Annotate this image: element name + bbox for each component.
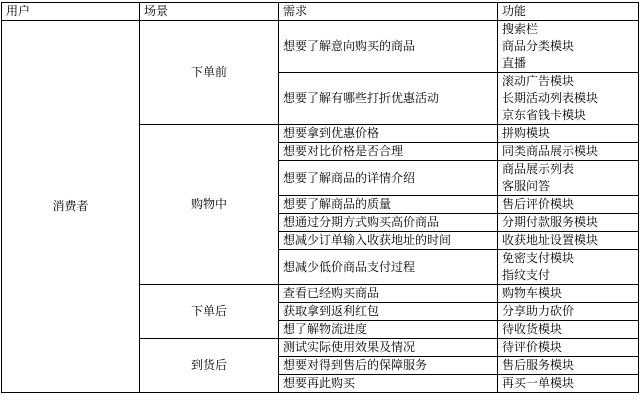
feature-cell (498, 339, 639, 357)
feature-cell (498, 143, 639, 161)
need-cell: 想要对比价格是否合理 (279, 143, 498, 161)
feature-cell (498, 285, 639, 303)
feature-cell (498, 214, 639, 232)
feature-item: 收获地址设置模块 (502, 233, 599, 247)
feature-item: 待收货模块 (502, 322, 563, 336)
feature-item: 搜索栏 (502, 22, 539, 36)
feature-cell (498, 357, 639, 375)
need-cell: 想了解物流进度 (279, 321, 498, 339)
table-body (2, 3, 639, 393)
need-cell: 想减少低价商品支付过程 (279, 250, 498, 285)
need-cell: 想要了解意向购买的商品 (279, 21, 498, 73)
header-scene: 场景 (140, 3, 279, 21)
need-cell: 查看已经购买商品 (279, 285, 498, 303)
need-cell: 想要对得到售后的保障服务 (279, 357, 498, 375)
user-cell: 消费者 (2, 21, 140, 393)
header-user: 用户 (2, 3, 140, 21)
feature-item: 购物车模块 (502, 286, 563, 300)
header-feature: 功能 (498, 3, 639, 21)
header-need: 需求 (279, 3, 498, 21)
need-cell: 想通过分期方式购买高价商品 (279, 214, 498, 232)
feature-item: 售后服务模块 (502, 358, 575, 372)
need-cell: 想要了解商品的质量 (279, 196, 498, 214)
feature-item: 免密支付模块 (502, 251, 575, 265)
need-cell: 想要了解有哪些打折优惠活动 (279, 73, 498, 125)
feature-cell (498, 321, 639, 339)
need-cell: 想要拿到优惠价格 (279, 125, 498, 143)
need-cell: 想减少订单输入收获地址的时间 (279, 232, 498, 250)
feature-item: 待评价模块 (502, 340, 563, 354)
feature-cell (498, 196, 639, 214)
feature-cell (498, 21, 639, 73)
feature-item: 直播 (502, 56, 527, 70)
feature-item: 分期付款服务模块 (502, 215, 599, 229)
scene-cell: 到货后 (140, 339, 279, 393)
feature-cell (498, 250, 639, 285)
feature-cell (498, 232, 639, 250)
feature-item: 长期活动列表模块 (502, 91, 599, 105)
scene-cell: 下单前 (140, 21, 279, 125)
feature-cell (498, 375, 639, 393)
feature-item: 客服问答 (502, 179, 551, 193)
feature-item: 售后评价模块 (502, 197, 575, 211)
feature-cell (498, 73, 639, 125)
feature-cell (498, 161, 639, 196)
scene-cell: 下单后 (140, 285, 279, 339)
feature-cell (498, 303, 639, 321)
need-cell: 想要再此购买 (279, 375, 498, 393)
feature-item: 滚动广告模块 (502, 74, 575, 88)
scene-cell: 购物中 (140, 125, 279, 285)
feature-item: 商品展示列表 (502, 162, 575, 176)
need-cell: 获取拿到返利红包 (279, 303, 498, 321)
table-row (2, 21, 639, 73)
feature-cell (498, 125, 639, 143)
feature-item: 拼购模块 (502, 126, 551, 140)
feature-item: 再买一单模块 (502, 376, 575, 390)
need-cell: 测试实际使用效果及情况 (279, 339, 498, 357)
header-row (2, 3, 639, 21)
need-cell: 想要了解商品的详情介绍 (279, 161, 498, 196)
feature-item: 分享助力砍价 (502, 304, 575, 318)
feature-item: 同类商品展示模块 (502, 144, 599, 158)
feature-item: 京东省钱卡模块 (502, 108, 587, 122)
feature-item: 指纹支付 (502, 268, 551, 282)
feature-item: 商品分类模块 (502, 39, 575, 53)
requirements-table (1, 2, 639, 393)
